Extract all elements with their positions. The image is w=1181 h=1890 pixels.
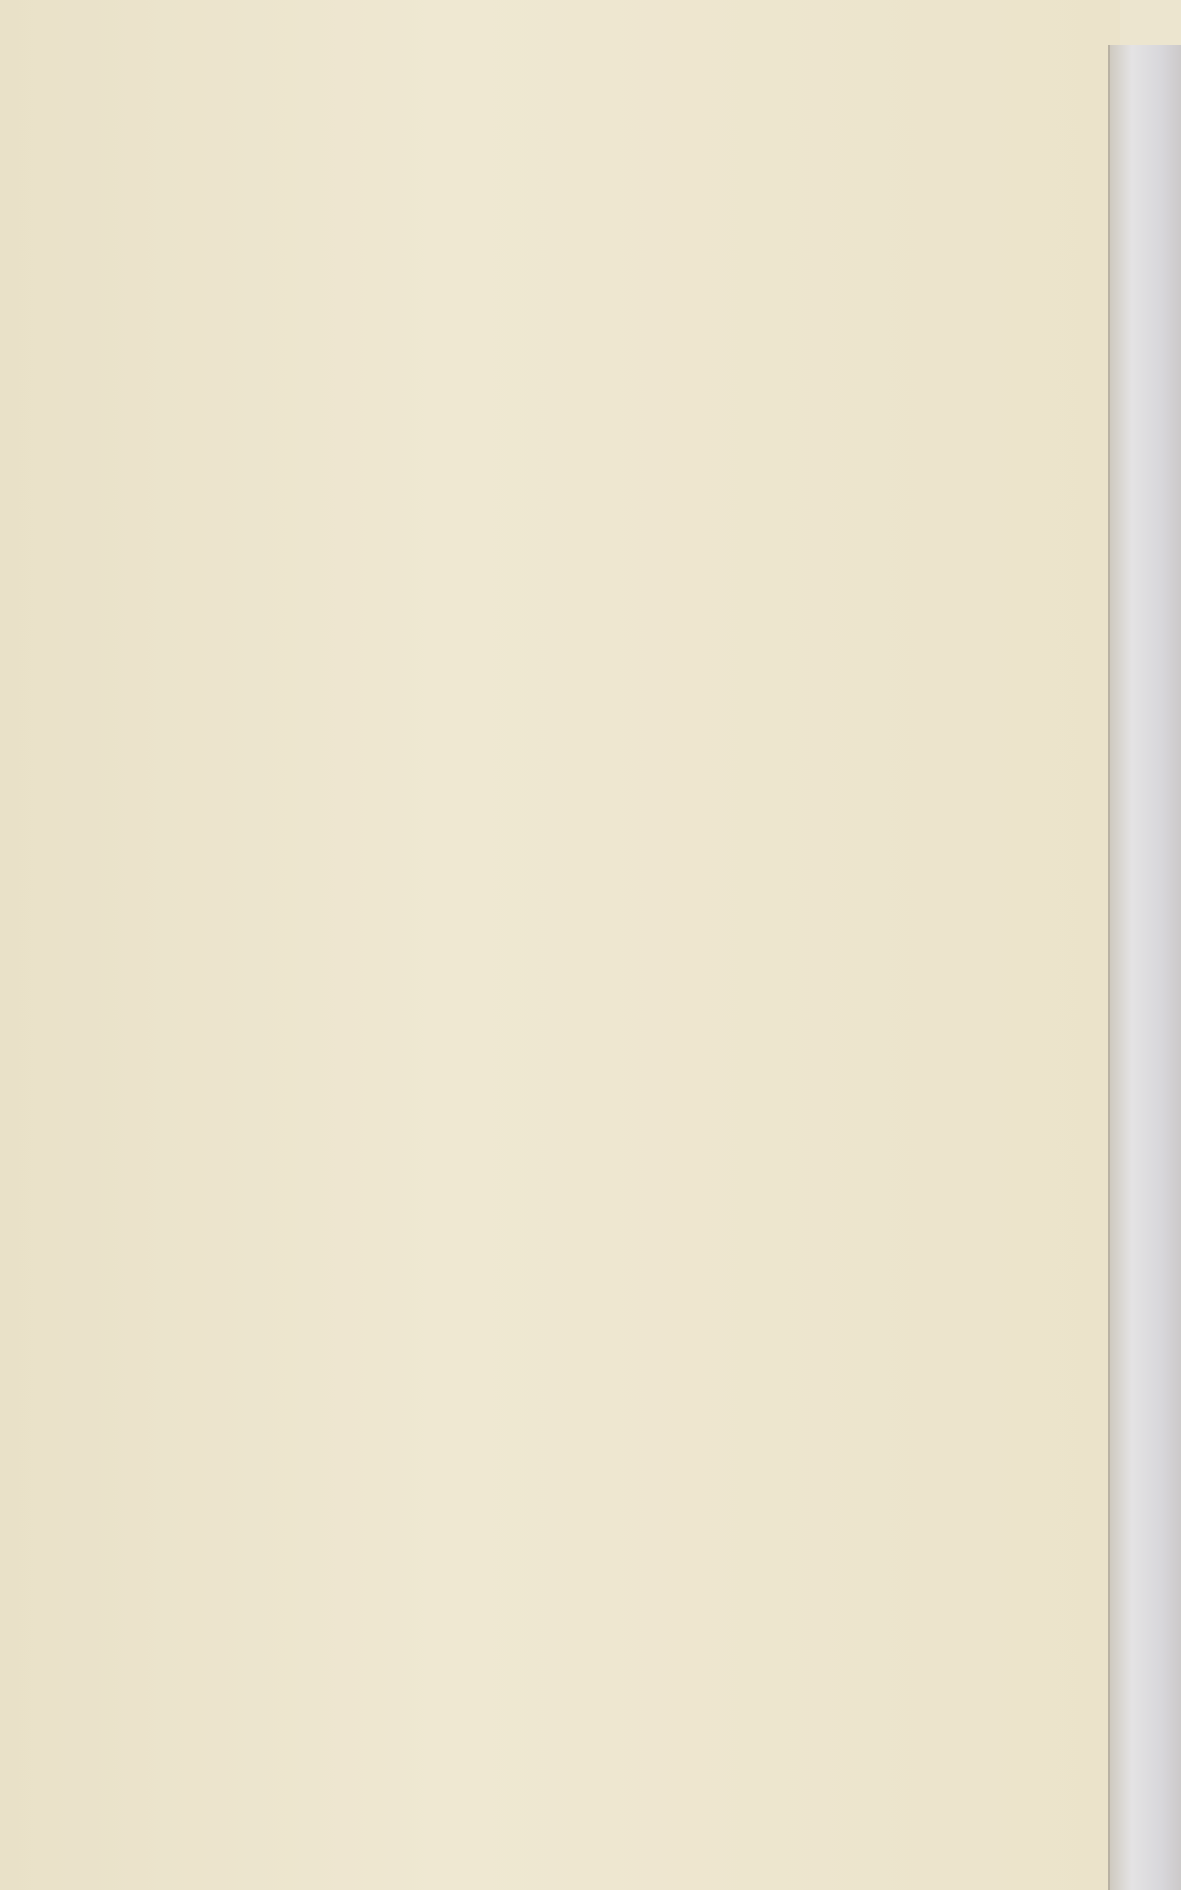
adjacent-page-edge bbox=[1108, 45, 1181, 1890]
speaker-line bbox=[112, 304, 1090, 349]
